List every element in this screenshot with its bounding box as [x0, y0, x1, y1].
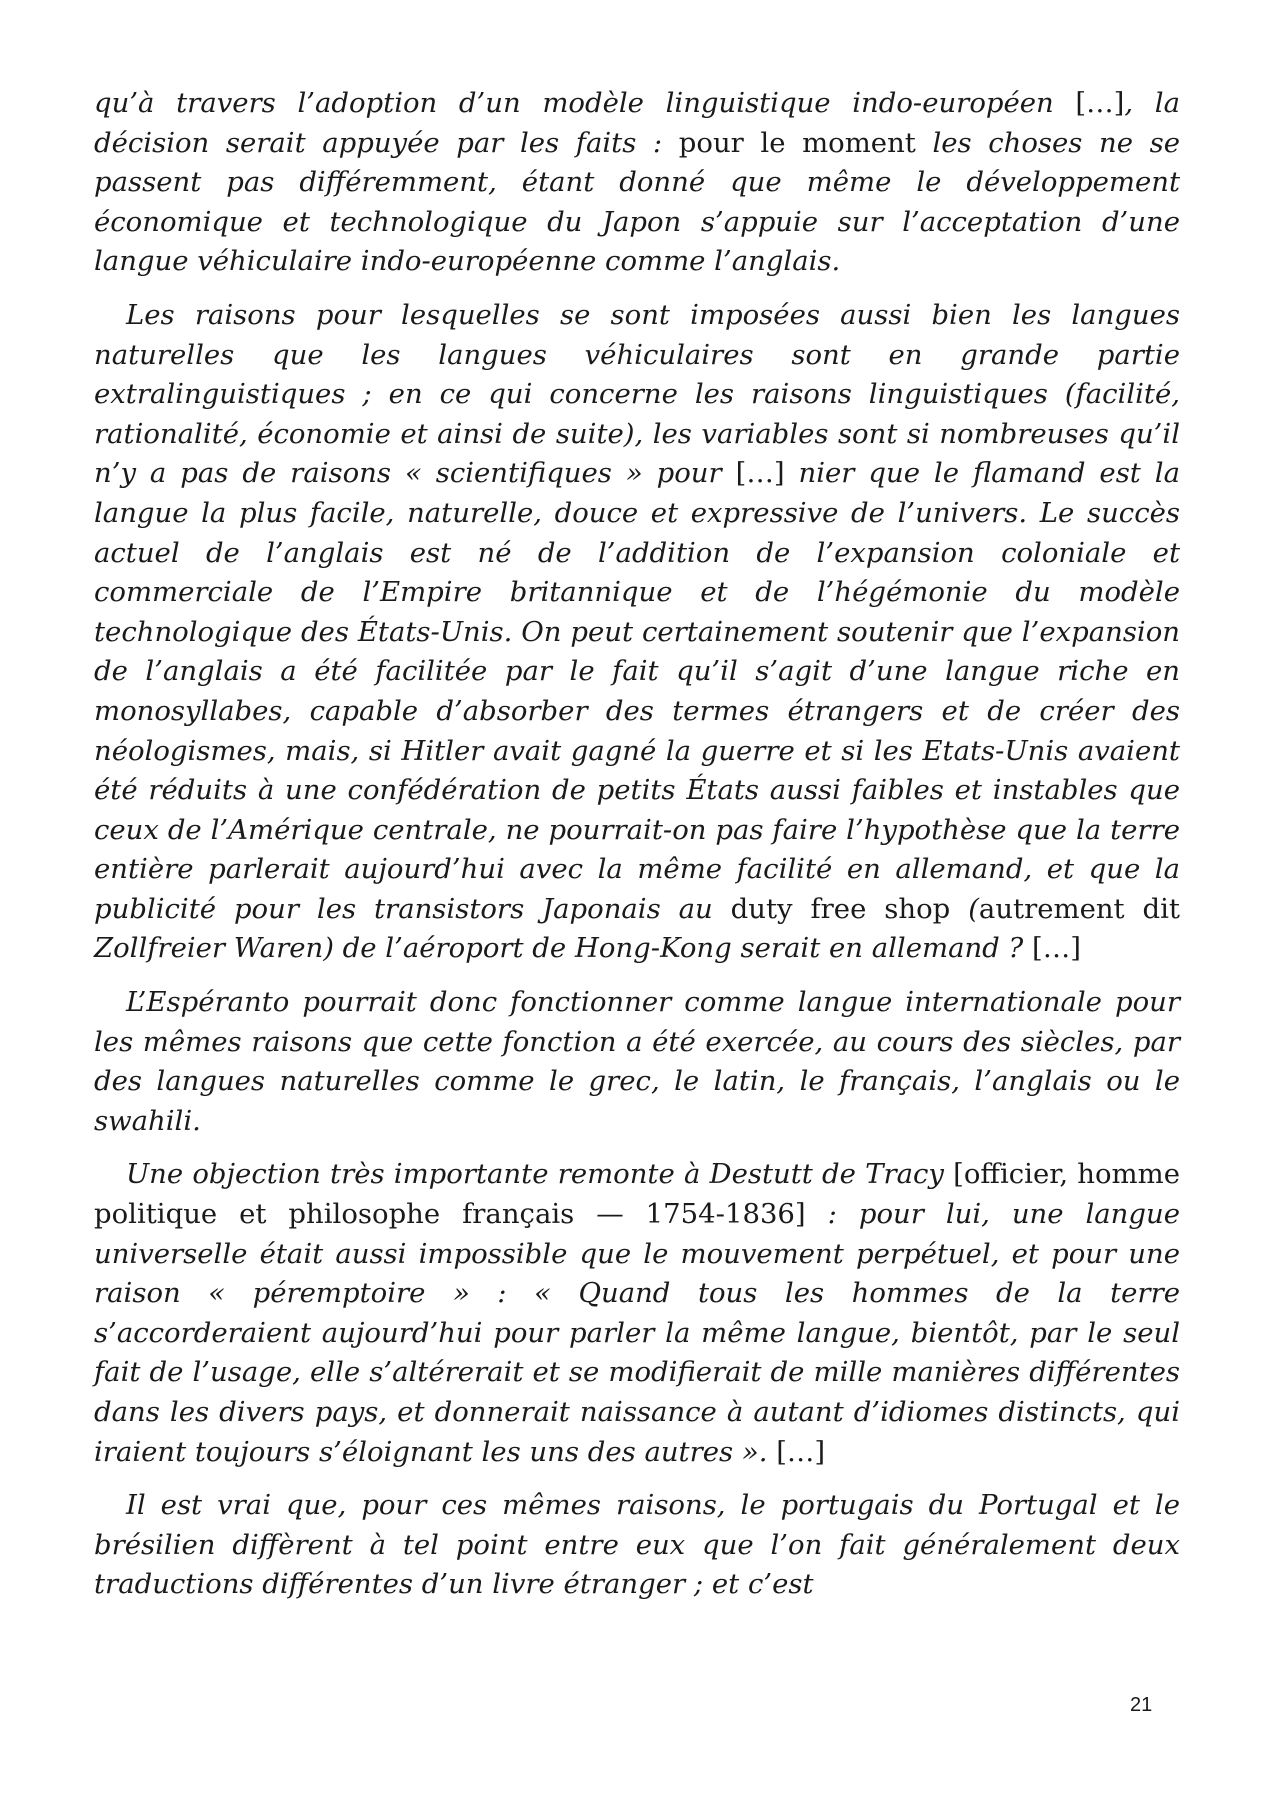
text-segment: Il est vrai que, pour ces mêmes raisons, le portugais du Portugal et le brésilien diffèrent à tel point entre eux que l’on fait généralement deux traductions différentes d’un livre étranger ; et c’est	[94, 1489, 1180, 1601]
text-segment: autrement dit	[978, 892, 1180, 925]
page-body	[94, 84, 1180, 1619]
text-segment: L’Espéranto pourrait donc fonctionner comme langue internationale pour les mêmes raisons que cette fonction a été exercée, au cours des siècles, par des langues naturelles comme le grec, le latin, le français, l’anglais ou le swahili.	[94, 986, 1180, 1137]
text-segment: Zollfreier Waren) de l’aéroport de Hong-Kong serait en allemand ?	[94, 932, 1033, 965]
text-segment: pour le moment	[678, 126, 933, 159]
text-segment: […]	[1032, 932, 1081, 965]
text-segment: duty free shop	[730, 892, 969, 925]
paragraph-2	[94, 296, 1180, 969]
text-segment: Une objection très importante remonte à Destutt de Tracy	[126, 1158, 954, 1191]
text-segment: qu’à travers l’adoption d’un modèle linguistique indo-européen	[94, 87, 1076, 119]
text-segment: : pour lui, une langue universelle était aussi impossible que le mouvement perpétuel, et pour une raison « péremptoire » : « Quand tous les hommes de la terre s’accorderaient aujourd’hui pour parler la même langue, bientôt, par le seul fait de l’usage, elle s’altérerait et se modifierait de mille manières différentes dans les divers pays, et donnerait naissance à autant d’idiomes distincts, qui iraient toujours s’éloignant les uns des autres ».	[94, 1198, 1180, 1468]
text-segment: […]	[776, 1435, 826, 1468]
paragraph-5	[94, 1486, 1180, 1605]
paragraph-1	[94, 84, 1180, 282]
text-segment: Les raisons pour lesquelles se sont imposées aussi bien les langues naturelles que les langues véhiculaires sont en grande partie extralinguistiques ; en ce qui concerne les raisons linguistiques (facilité, rationalité, économie et ainsi de suite), les variables sont si nombreuses qu’il n’y a pas de raisons « scientifiques » pour	[94, 298, 1180, 490]
paragraph-3	[94, 983, 1180, 1141]
text-segment: les choses ne se passent pas différemment, étant donné que même le développement économique et technologique du Japon s’appuie sur l’acceptation d’une langue véhiculaire indo-européenne comme l’anglais.	[94, 126, 1180, 278]
text-segment: [officier, homme politique et philosophe français — 1754-1836]	[94, 1158, 1180, 1231]
text-segment: […]	[1075, 87, 1125, 119]
text-segment: […]	[735, 457, 799, 490]
text-segment: (	[968, 892, 979, 925]
paragraph-4	[94, 1155, 1180, 1472]
page-number: 21	[1130, 1694, 1153, 1716]
text-segment: , la décision serait appuyée par les faits :	[94, 87, 1180, 159]
text-segment: nier que le flamand est la langue la plus facile, naturelle, douce et expressive de l’univers. Le succès actuel de l’anglais est né de l’addition de l’expansion coloniale et commerciale de l’Empire britannique et de l’hégémonie du modèle technologique des États-Unis. On peut certainement soutenir que l’expansion de l’anglais a été facilitée par le fait qu’il s’agit d’une langue riche en monosyllabes, capable d’absorber des termes étrangers et de créer des néologismes, mais, si Hitler avait gagné la guerre et si les Etats-Unis avaient été réduits à une confédération de petits États aussi faibles et instables que ceux de l’Amérique centrale, ne pourrait-on pas faire l’hypothèse que la terre entière parlerait aujourd’hui avec la même facilité en allemand, et que la publicité pour les transistors Japonais au	[94, 457, 1180, 925]
